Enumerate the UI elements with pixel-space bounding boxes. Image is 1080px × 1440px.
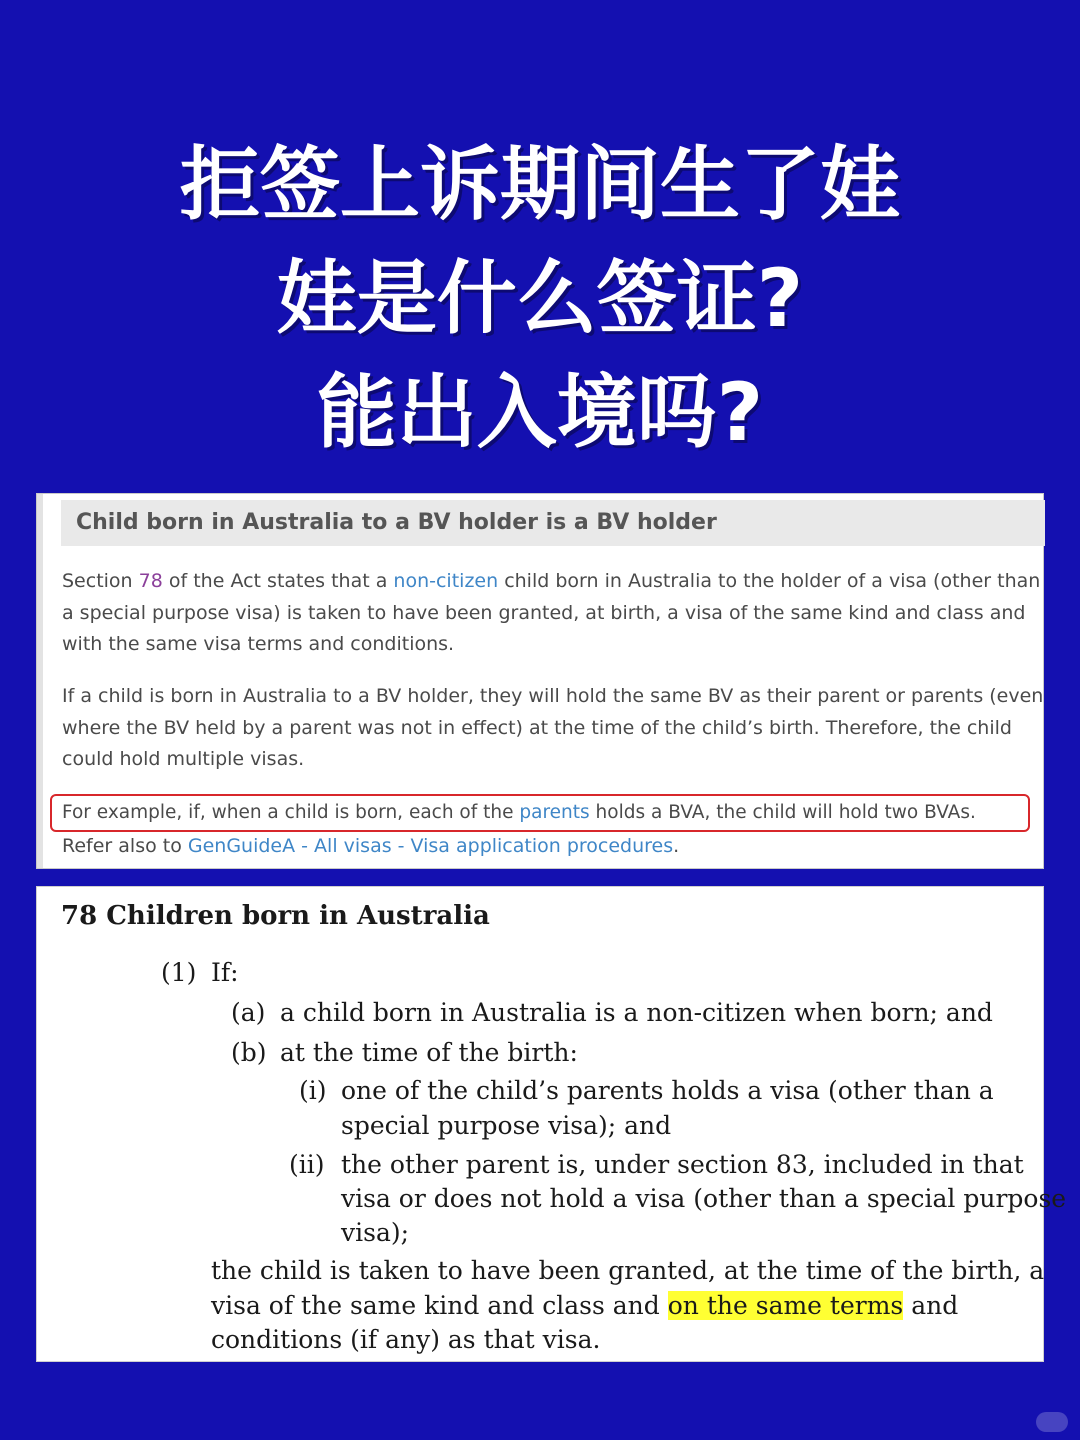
title-line-1: 拒签上诉期间生了娃 <box>180 138 900 231</box>
para-a-number: (a) <box>231 998 266 1027</box>
title-line-3: 能出入境吗? <box>316 366 764 459</box>
conclusion-line-3: conditions (if any) as that visa. <box>211 1325 601 1354</box>
sub-i-line-2: special purpose visa); and <box>341 1111 672 1140</box>
sub-ii-line-3: visa); <box>341 1218 410 1247</box>
watermark-badge <box>1036 1412 1068 1432</box>
guide-refer-line <box>62 831 1047 863</box>
p4-text-b: . <box>673 835 680 857</box>
para-b-text: at the time of the birth: <box>280 1038 578 1067</box>
section-78-link[interactable]: 78 <box>138 570 163 592</box>
act-excerpt-card <box>36 886 1067 1362</box>
sub-i-number: (i) <box>299 1076 327 1105</box>
conclusion-line-2-b: and <box>903 1291 959 1320</box>
page-title <box>0 128 1080 470</box>
non-citizen-link[interactable]: non-citizen <box>393 570 499 592</box>
guide-excerpt-card <box>36 493 1044 869</box>
parents-link[interactable]: parents <box>519 802 590 823</box>
conclusion-line-1: the child is taken to have been granted, at the time of the birth, a <box>211 1256 1045 1285</box>
guide-heading: Child born in Australia to a BV holder is a BV holder <box>61 500 1045 546</box>
conclusion-line-2 <box>211 1289 958 1323</box>
act-heading: 78 Children born in Australia <box>61 901 490 931</box>
title-line-2: 娃是什么签证? <box>276 252 804 345</box>
highlighted-example <box>50 794 1030 832</box>
sub-ii-line-2: visa or does not hold a visa (other than a special purpose <box>341 1184 1067 1213</box>
sub-ii-line-1: the other parent is, under section 83, included in that <box>341 1150 1024 1179</box>
guide-paragraph-1 <box>62 566 1047 661</box>
sub-i-line-1: one of the child’s parents holds a visa (other than a <box>341 1076 994 1105</box>
subsection-1-text: If: <box>211 958 239 987</box>
p1-text-c: child born in Australia to the holder of a visa (other than a special purpose visa) is taken to have been granted, at birth, a visa of the same kind and class and with the same visa terms and conditions. <box>62 570 1041 655</box>
conclusion-line-2-a: visa of the same kind and class and <box>211 1291 668 1320</box>
p4-text-a: Refer also to <box>62 835 188 857</box>
sub-ii-number: (ii) <box>289 1150 325 1179</box>
p3-text-a: For example, if, when a child is born, each of the <box>62 802 520 823</box>
highlighted-same-terms: on the same terms <box>667 1291 904 1320</box>
guide-paragraph-2: If a child is born in Australia to a BV holder, they will hold the same BV as their parent or parents (even where the BV held by a parent was not in effect) at the time of the child’s birth. Therefore, the child could hold multiple visas. <box>62 685 1044 770</box>
p3-text-b: holds a BVA, the child will hold two BVAs. <box>589 802 976 823</box>
card-edge <box>37 494 43 868</box>
p1-text-b: of the Act states that a <box>162 570 394 592</box>
subsection-1-number: (1) <box>161 958 197 987</box>
para-a-text: a child born in Australia is a non-citizen when born; and <box>280 998 993 1027</box>
p1-text-a: Section <box>62 570 139 592</box>
para-b-number: (b) <box>231 1038 267 1067</box>
genguide-link[interactable]: GenGuideA - All visas - Visa application procedures <box>187 835 674 857</box>
